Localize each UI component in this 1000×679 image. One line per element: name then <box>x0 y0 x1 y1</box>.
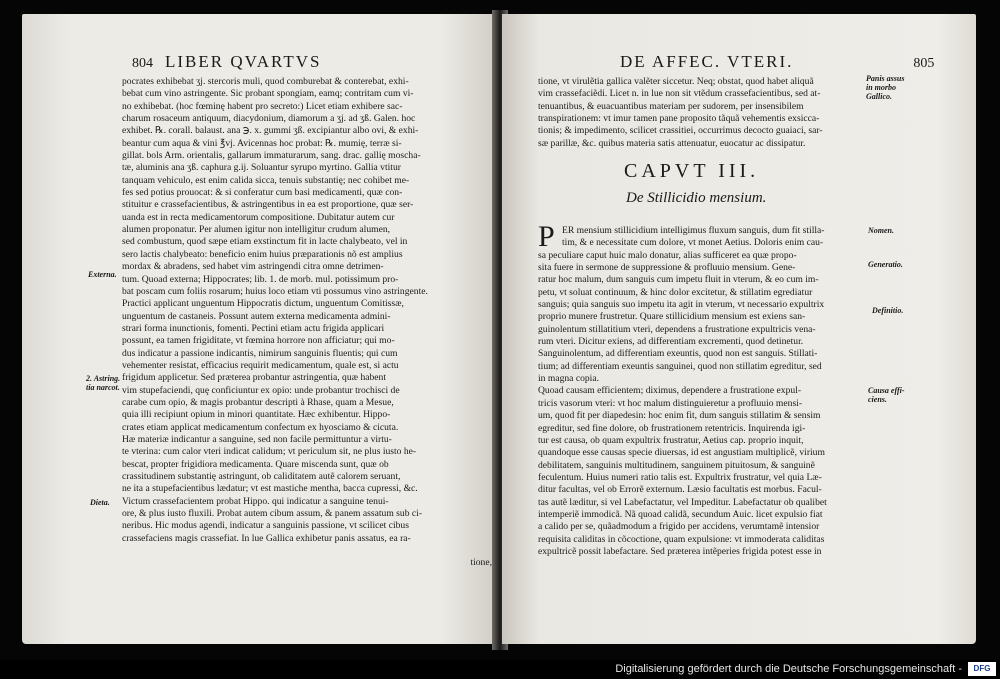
text-line: sed combustum, quod sæpe etiam exstinctum fit in lacte chalybeato, vel in <box>122 236 408 248</box>
text-line: possunt, ea tamen frigiditate, vt fœmina horrore non afficiatur; qui mo- <box>122 335 395 347</box>
margin-note-externa: Externa. <box>88 270 117 279</box>
right-body-text <box>538 225 868 558</box>
text-line: Practici applicant unguentum Hippocratis dictum, unguentum Comitissæ, <box>122 298 404 310</box>
text-line: uanda est in recta medicamentorum compositione. Dubitatur autem cur <box>122 211 395 223</box>
text-line: tas autẽ læditur, si vel Labefactatur, vel Impeditur. Labefactatur ob qualibet <box>538 496 827 508</box>
text-line: sæ parillæ, &c. quibus materia satis attenuatur, euocatur ac dissipatur. <box>538 137 806 149</box>
right-page-number: 805 <box>913 56 935 71</box>
footer-credit: Digitalisierung gefördert durch die Deutsche Forschungsgemeinschaft - <box>615 663 962 675</box>
text-line: bescat, propter frigidiora medicamenta. Quare miscenda sunt, quæ ob <box>122 458 389 470</box>
text-line: crassefaciens magis crassefiat. In lue Gallica exhibetur panis assatus, ea ra- <box>122 532 411 544</box>
dfg-logo: DFG <box>968 662 996 676</box>
text-line: tanquam vehiculo, est enim calida sicca, tenuis substantię; nec cohibet me- <box>122 174 410 186</box>
text-line: vim crassefaciẽdi. Licet n. in lue non sit vtẽdum crassefacientibus, sed at- <box>538 88 821 100</box>
text-line: dus indicatur a passione indicantis, nimirum sanguinis fluentis; qui cum <box>122 347 398 359</box>
margin-note-nomen: Nomen. <box>868 226 894 235</box>
text-line: Hæ materiæ indicantur a sanguine, sed non facile permittuntur a virtu- <box>122 433 392 445</box>
text-line: sero lactis chalybeato: beneficio enim huius præparationis nõ est amplius <box>122 248 403 260</box>
right-top-text <box>538 76 868 150</box>
text-line: petu, vt soluat continuum, & hinc dolor excitetur, & stillatim egrediatur <box>538 286 813 298</box>
text-line: quia illi recipiunt opium in minori quantitate. Hæc exhibentur. Hippo- <box>122 409 391 421</box>
text-line: vim stupefaciendi, quę conficiuntur ex opio: unde probantur trochisci de <box>122 384 400 396</box>
text-line: um, quod fit per diapedesin: hoc enim fit, dum sanguis stillatim & sensim <box>538 410 821 422</box>
text-line: tricis vasorum vteri: vt hoc malum distinguieretur a profluuio mensi- <box>538 397 803 409</box>
left-body-text <box>122 76 488 545</box>
text-line: sanguis; quia sanguis suo impetu ita agit in vterum, vt necessario expultrix <box>538 299 825 311</box>
text-line: crassitudinem substantię astringunt, ob caliditatem autẽ calorem seruant, <box>122 471 401 482</box>
text-line: guinolentum stillatitium vteri, dependens a frustratione expultricis vena- <box>538 323 816 335</box>
text-line: exhibet. ℞. corall. balaust. ana ℈. x. gummi ʒß. excipiantur albo ovi, & exhi- <box>122 125 419 137</box>
text-line: tæ, aluminis ana ʒß. caphura g.ij. Soluantur syrupo myrtino. Gallia vtitur <box>122 162 401 174</box>
text-line: ditur facultas, vel ob Errorẽ externum. Læsio facultatis est morbus. Facul- <box>538 484 822 496</box>
text-line: frigidum applicetur. Sed præterea probantur astringentia, quæ habent <box>122 372 387 384</box>
footer-bar <box>0 660 1000 679</box>
left-catchword: tione, <box>470 557 492 568</box>
text-line: charum rosaceum antiquum, diacydonium, diamorum a ʒj. ad ʒß. Galen. hoc <box>122 113 416 125</box>
text-line: Quoad causam efficientem; diximus, dependere a frustratione expul- <box>538 385 802 397</box>
margin-note-lues: Panis assus in morbo Gallico. <box>866 74 905 101</box>
text-line: tionis; & impedimento, scilicet crassitiei, occurrimus decocto guaiaci, sar- <box>538 125 823 137</box>
text-line: Sanguinolentum, ad differentiam exeuntis, quod non est sanguis. Stillati- <box>538 348 818 360</box>
text-line: a calido per se, quãadmodum a frigido per accidens, verumtamẽ intensior <box>538 521 820 533</box>
text-line: expultricẽ possit labefactare. Sed præterea intẽperies frigida potest esse in <box>538 545 822 557</box>
text-line: sa peculiare caput huic malo donatur, alias sufficeret ea quæ propo- <box>538 249 797 261</box>
text-line: Victum crassefacientem probat Hippo. qui indicatur a sanguine tenui- <box>122 495 389 507</box>
text-line: ER mensium stillicidium intelligimus fluxum sanguis, dum fit stilla- <box>562 225 825 236</box>
text-line: feculentum. Huius numeri ratio talis est. Expultrix frustratur, vel quia Læ- <box>538 471 822 483</box>
text-line: in magna copia. <box>538 373 600 385</box>
left-running-title: LIBER QVARTVS <box>165 52 322 71</box>
text-line: neribus. Hic modus agendi, indicatur a sanguinis passione, vt scilicet cibus <box>122 520 409 532</box>
left-page <box>22 14 498 644</box>
text-line: ratur hoc malum, dum sanguis cum impetu fluit in vterum, & eo cum im- <box>538 274 819 286</box>
text-line: gillat. bols Arm. orientalis, gallarum immaturarum, sang. drac. gallię moscha- <box>122 150 421 162</box>
text-line: sita fuere in sermone de suppressione & profluuio mensium. Gene- <box>538 262 796 274</box>
text-line: egreditur, sed fine dolore, ob frustrationem retentricis. Inquirenda igi- <box>538 422 806 434</box>
margin-note-dieta: Dieta. <box>90 498 110 507</box>
text-line: no exhibebat. (hoc fœminę habent pro secreto:) Licet etiam exhibere sac- <box>122 100 403 112</box>
text-line: tur est causa, ob quam expultrix frustratur, Aetius cap. proprio inquit, <box>538 434 804 446</box>
text-line: tium; ad differentiam exeuntis sanguinei, quod non stillatim egreditur, sed <box>538 360 822 372</box>
text-line: carabe cum opio, & magis probantur descripti à Rhase, quam a Mesue, <box>122 396 394 408</box>
text-line: tim, & e necessitate cum dolore, vt monet Aetius. Doloris enim cau- <box>562 237 824 249</box>
text-line: ne ita a stupefacientibus lædatur; vt est mastiche mentha, bacca cupressi, &c. <box>122 483 418 495</box>
margin-note-astringentia: 2. Astring. tia narcot. <box>86 374 121 392</box>
drop-cap: P <box>538 220 555 253</box>
text-line: strari forma inunctionis, fomenti. Pectini etiam actu frigida applicari <box>122 322 385 334</box>
text-line: te vterina: cum calor vteri indicat calidum; vt periculum sit, ne plus iusto he- <box>122 446 417 458</box>
text-line: tum. Quoad externa; Hippocrates; lib. 1. de morb. mul. potissimum pro- <box>122 273 399 285</box>
text-line: requisita caliditas in cõcoctione, quam expulsione: vt immoderata caliditas <box>538 533 825 545</box>
chapter-title: CAPVT III. <box>624 160 760 182</box>
left-running-head <box>132 52 321 72</box>
text-line: tione, vt virulẽtia gallica valẽter siccetur. Neq; obstat, quod habet aliquã <box>538 76 814 87</box>
text-line: fes sed potius prouocat: & si conferatur cum basi medicamenti, quæ con- <box>122 187 403 199</box>
text-line: bat poscam cum foliis rosarum; huius loco etiam vti possumus vino astringente. <box>122 285 428 297</box>
text-line: beantur cum aqua & vini ℥vj. Avicennas hoc probat: ℞. mumię, terræ si- <box>122 137 402 149</box>
text-line: stituitur e crassefacientibus, & astringentibus in ea est proportione, quæ ser- <box>122 199 414 211</box>
text-line: unguentum de castaneis. Possunt autem externa medicamenta admini- <box>122 310 391 322</box>
text-line: ore, & plus iusto fluxili. Probat autem cibum assum, & panem assatum sub ci- <box>122 508 423 520</box>
text-line: pocrates exhibebat ʒj. stercoris muli, quod comburebat & conterebat, exhi- <box>122 76 409 87</box>
text-line: crates etiam applicat medicamentum confectum ex hyosciamo & cicuta. <box>122 421 399 433</box>
text-line: mordax & abradens, sed habet vim astringendi citra omne detrimen- <box>122 261 384 273</box>
text-line: transpirationem: vt imur tamen pane proposito tãquã vehementis exsicca- <box>538 113 820 125</box>
chapter-subtitle: De Stillicidio mensium. <box>626 190 767 206</box>
text-line: rum vteri. Dicitur exiens, ad differentiam excrementi, quod detinetur. <box>538 336 804 348</box>
text-line: proprio munere frustretur. Quare stillicidium mensium est exiens san- <box>538 311 806 323</box>
text-line: quandoque esse causas specie diuersas, id est angustiam multiplicẽ, virium <box>538 447 825 459</box>
margin-note-generatio: Generatio. <box>868 260 903 269</box>
right-running-title: DE AFFEC. VTERI. <box>620 52 794 71</box>
margin-note-causa: Causa effi- ciens. <box>868 386 905 404</box>
right-running-head <box>620 52 934 72</box>
left-page-number: 804 <box>132 56 153 71</box>
right-page <box>502 14 976 644</box>
text-line: debilitatem, sanguinis multitudinem, sanguinem pituitosum, & sanguinẽ <box>538 459 815 471</box>
text-line: intemperiẽ immodicã. Nã quoad calidã, secundum Auic. licet expulsio fiat <box>538 508 823 520</box>
text-line: tenuantibus, & euacuantibus materiam per sudorem, per insensibilem <box>538 100 804 112</box>
text-line: bebat cum vino astringente. Sic probant spongiam, eamq; contritam cum vi- <box>122 88 414 100</box>
text-line: vehementer resistat, efficacius requirit medicamentum, quale est, si actu <box>122 359 399 371</box>
text-line: alumen proponatur. Per alumen igitur non intelligitur crudum alumen, <box>122 224 391 236</box>
margin-note-definitio: Definitio. <box>872 306 904 315</box>
